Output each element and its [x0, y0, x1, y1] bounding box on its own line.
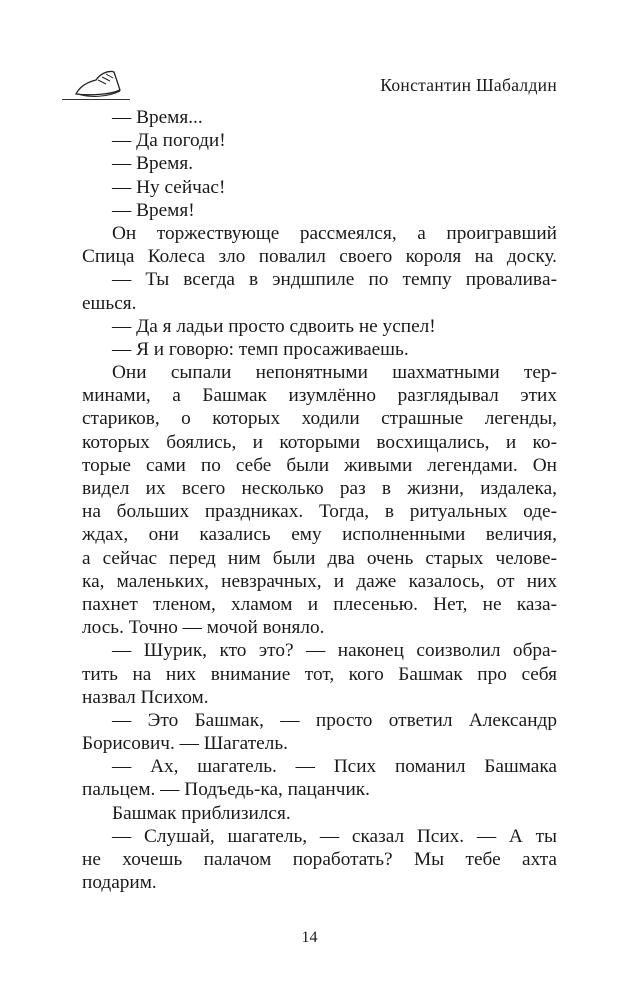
text-line: пахнет тленом, хламом и плесенью. Нет, не каза- [82, 593, 557, 615]
text-line: подарим. [82, 872, 157, 894]
text-line: — Время! [112, 199, 195, 221]
text-line: — Время. [112, 153, 194, 175]
text-line: назвал Психом. [82, 686, 209, 708]
text-line: Он торжествующе рассмеялся, а проигравший [112, 222, 557, 244]
page-number: 14 [301, 929, 318, 946]
header-rule [62, 99, 130, 100]
text-line: ждах, они казались ему исполненными величия, [82, 524, 557, 546]
text-line: тить на них внимание тот, кого Башмак про себя [82, 663, 557, 685]
text-line: Они сыпали непонятными шахматными тер- [112, 362, 557, 384]
text-line: — Ах, шагатель. — Псих поманил Башмака [112, 756, 557, 778]
text-line: ка, маленьких, невзрачных, и даже казалось, от них [82, 570, 557, 592]
text-line: которых боялись, и которыми восхищались, и ко- [82, 431, 557, 453]
text-line: — Я и говорю: темп просаживаешь. [112, 338, 409, 360]
text-line: минами, а Башмак изумлённо разглядывал этих [82, 385, 557, 407]
text-line: — Да я ладьи просто сдвоить не успел! [112, 315, 436, 337]
text-line: не хочешь палачом поработать? Мы тебе ахта [82, 849, 557, 870]
text-line: Борисович. — Шагатель. [82, 733, 288, 755]
text-line: — Слушай, шагатель, — сказал Псих. — А ты [112, 825, 557, 847]
text-line: — Время... [112, 107, 203, 128]
text-line: — Ну сейчас! [112, 176, 226, 198]
body-text [82, 106, 557, 894]
text-line: Башмак приблизился. [112, 802, 291, 824]
text-line: — Шурик, кто это? — наконец соизволил обра- [112, 640, 557, 662]
text-line: — Да погоди! [112, 130, 226, 152]
sneaker-icon [62, 64, 126, 104]
text-line: стариков, о которых ходили страшные легенды, [82, 408, 557, 430]
text-line: Спица Колеса зло повалил своего короля на доску. [82, 246, 557, 268]
text-line: а сейчас перед ним были два очень старых челове- [82, 547, 557, 569]
running-head-author: Константин Шабалдин [380, 75, 557, 95]
text-line: — Ты всегда в эндшпиле по темпу проваливa- [112, 269, 557, 291]
text-line: лось. Точно — мочой воняло. [82, 617, 325, 639]
text-line: торые сами по себе были живыми легендами. Он [82, 454, 557, 476]
text-line: на больших праздниках. Тогда, в ритуальных оде- [82, 501, 557, 523]
text-line: ешься. [82, 292, 137, 314]
text-line: видел их всего несколько раз в жизни, издалека, [82, 478, 557, 499]
text-line: — Это Башмак, — просто ответил Александр [112, 709, 557, 731]
text-line: пальцем. — Подъедь-ка, пацанчик. [82, 779, 370, 801]
